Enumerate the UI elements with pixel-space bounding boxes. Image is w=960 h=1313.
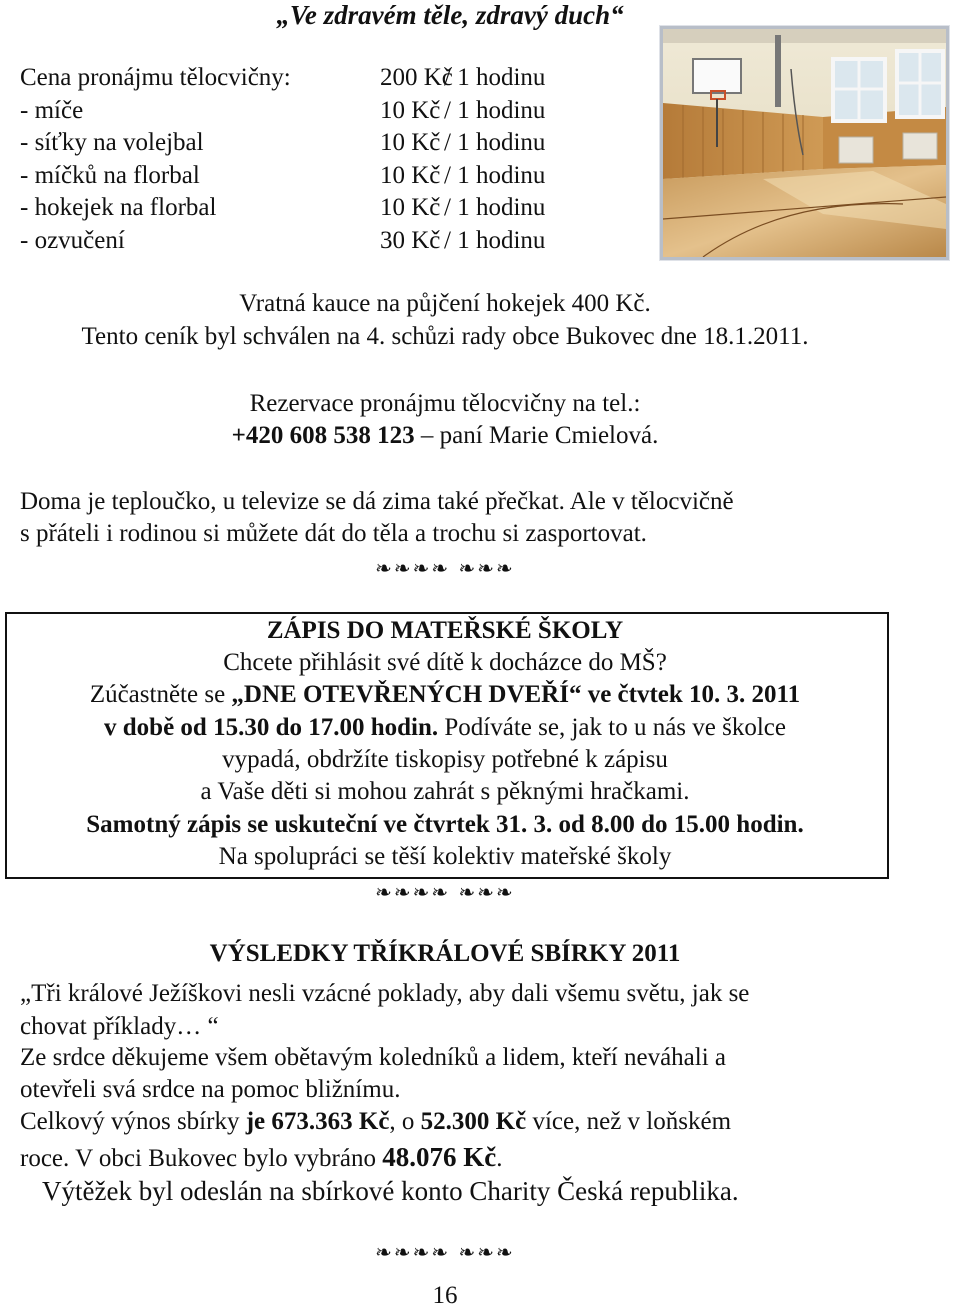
results-thanks-1: Ze srdce děkujeme všem obětavým koledníků a lidem, kteří neváhali a <box>20 1044 727 1071</box>
kindergarten-line-5: vypadá, obdržíte tiskopisy potřebné k zápisu <box>222 746 668 773</box>
gym-text-line-2: s přáteli i rodinou si můžete dát do těla a trochu si zasportovat. <box>20 520 647 547</box>
price-amount: 10 Kč <box>380 129 441 156</box>
price-item: - míče <box>20 96 84 124</box>
open-day-time <box>0 714 890 742</box>
open-day-date: „DNE OTEVŘENÝCH DVEŘÍ“ ve čtvtek 10. 3. 2011 <box>231 681 801 708</box>
price-unit: / 1 hodinu <box>444 96 546 124</box>
total-increase: 52.300 Kč <box>420 1108 527 1135</box>
price-amount: 10 Kč <box>380 194 441 221</box>
kindergarten-question: Chcete přihlásit své dítě k docházce do MŠ? <box>223 649 667 676</box>
price-item: - síťky na volejbal <box>20 129 204 156</box>
open-day-note: Podíváte se, jak to u nás ve školce <box>438 714 786 741</box>
reservation-contact <box>0 422 890 450</box>
price-unit: / 1 hodinu <box>444 161 546 189</box>
price-unit: / 1 hodinu <box>444 226 546 254</box>
page-title: „Ve zdravém těle, zdravý duch“ <box>276 0 624 30</box>
kindergarten-signature: Na spolupráci se těší kolektiv mateřské školy <box>218 843 672 870</box>
results-sent: Výtěžek byl odeslán na sbírkové konto Charity Česká republika. <box>42 1176 739 1206</box>
ornament-divider: ❧❧❧❧ ❧❧❧ <box>375 880 515 904</box>
results-total <box>20 1108 731 1136</box>
kindergarten-line-6: a Vaše děti si mohou zahrát s pěknými hračkami. <box>200 778 690 805</box>
price-unit: / 1 hodinu <box>444 64 546 91</box>
local-label: roce. V obci Bukovec bylo vybráno <box>20 1145 383 1172</box>
invite-prefix: Zúčastněte se <box>89 681 232 708</box>
price-amount: 10 Kč <box>380 96 441 124</box>
gym-photo <box>660 26 949 260</box>
price-unit: / 1 hodinu <box>444 129 546 156</box>
results-local <box>20 1142 502 1173</box>
phone-number: +420 608 538 123 <box>231 422 415 449</box>
local-end: . <box>496 1145 503 1172</box>
local-amount: 48.076 Kč <box>382 1142 497 1172</box>
price-item: - míčků na florbal <box>20 161 200 189</box>
page-number: 16 <box>432 1282 458 1309</box>
ornament-divider: ❧❧❧❧ ❧❧❧ <box>375 1240 515 1264</box>
price-amount: 10 Kč <box>380 161 441 189</box>
results-quote-2: chovat příklady… “ <box>20 1013 219 1040</box>
results-thanks-2: otevřeli svá srdce na pomoc bližnímu. <box>20 1076 401 1103</box>
reservation-text: Rezervace pronájmu tělocvičny na tel.: <box>249 390 641 417</box>
total-amount: je 673.363 Kč <box>245 1108 390 1135</box>
price-item: Cena pronájmu tělocvičny: <box>20 64 291 91</box>
results-heading: VÝSLEDKY TŘÍKRÁLOVÉ SBÍRKY 2011 <box>209 940 681 967</box>
kindergarten-heading: ZÁPIS DO MATEŘSKÉ ŠKOLY <box>266 617 624 644</box>
total-sep: , o <box>389 1108 421 1135</box>
approval-text: Tento ceník byl schválen na 4. schůzi rady obce Bukovec dne 18.1.2011. <box>81 323 809 350</box>
ornament-divider: ❧❧❧❧ ❧❧❧ <box>375 556 515 580</box>
price-item: - ozvučení <box>20 226 125 254</box>
price-unit: / 1 hodinu <box>444 194 546 221</box>
contact-person: – paní Marie Cmielová. <box>420 422 659 449</box>
total-label: Celkový výnos sbírky <box>20 1108 246 1135</box>
open-day-hours: v době od 15.30 do 17.00 hodin. <box>104 714 439 741</box>
price-item: - hokejek na florbal <box>20 194 217 221</box>
price-amount: 30 Kč <box>380 226 441 254</box>
gym-text-line-1: Doma je teploučko, u televize se dá zima také přečkat. Ale v tělocvičně <box>20 488 734 515</box>
enrollment-date: Samotný zápis se uskuteční ve čtvrtek 31. 3. od 8.00 do 15.00 hodin. <box>86 811 804 838</box>
gym-illustration <box>663 29 946 257</box>
open-day-invite <box>0 681 890 709</box>
results-quote-1: „Tři králové Ježíškovi nesli vzácné poklady, aby dali všemu světu, jak se <box>20 980 750 1007</box>
deposit-text: Vratná kauce na půjčení hokejek 400 Kč. <box>239 290 651 317</box>
total-tail: více, než v loňském <box>526 1108 732 1135</box>
price-amount: 200 Kč <box>380 64 453 91</box>
